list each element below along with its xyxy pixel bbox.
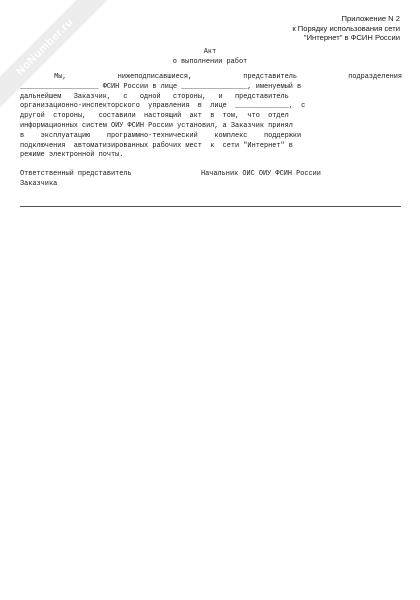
appendix-reference-cont: "Интернет" в ФСИН России xyxy=(303,33,400,42)
body-line: Мы, нижеподписавшиеся, представитель подразделения xyxy=(20,73,402,81)
act-subtitle: о выполнении работ xyxy=(172,58,248,66)
site-watermark: NoNumber.ru xyxy=(0,0,113,115)
body-line: информационных систем ОИУ ФСИН России установил, а Заказчик принял xyxy=(20,121,293,130)
appendix-number: Приложение N 2 xyxy=(341,14,400,23)
appendix-reference: к Порядку использования сети xyxy=(292,23,400,33)
contractor-signatory xyxy=(201,170,321,180)
body-line: в эксплуатацию программно-технический комплекс поддержки xyxy=(20,131,302,140)
contractor-signatory-title: Начальник ОИС ОИУ ФСИН России xyxy=(201,170,321,178)
body-line: подключения автоматизированных рабочих мест к сети "Интернет" в xyxy=(20,141,293,150)
customer-signatory xyxy=(20,170,132,190)
body-line: организационно-инспекторского управления в лице _____________, с xyxy=(20,102,306,111)
appendix-header xyxy=(292,14,400,43)
body-line: режиме электронной почты. xyxy=(20,151,124,160)
act-body xyxy=(20,73,402,161)
body-line: дальнейшем Заказчик, с одной стороны, и представитель xyxy=(20,92,289,101)
customer-signatory-title-cont: Заказчика xyxy=(20,179,58,188)
customer-signatory-title: Ответственный представитель xyxy=(20,170,132,178)
body-line: ___________________ ФСИН России в лице ________________, именуемый в xyxy=(20,82,302,91)
body-line: другой стороны, составили настоящий акт в том, что отдел xyxy=(20,112,289,121)
bottom-divider xyxy=(20,206,401,207)
act-title: Акт xyxy=(203,48,217,56)
